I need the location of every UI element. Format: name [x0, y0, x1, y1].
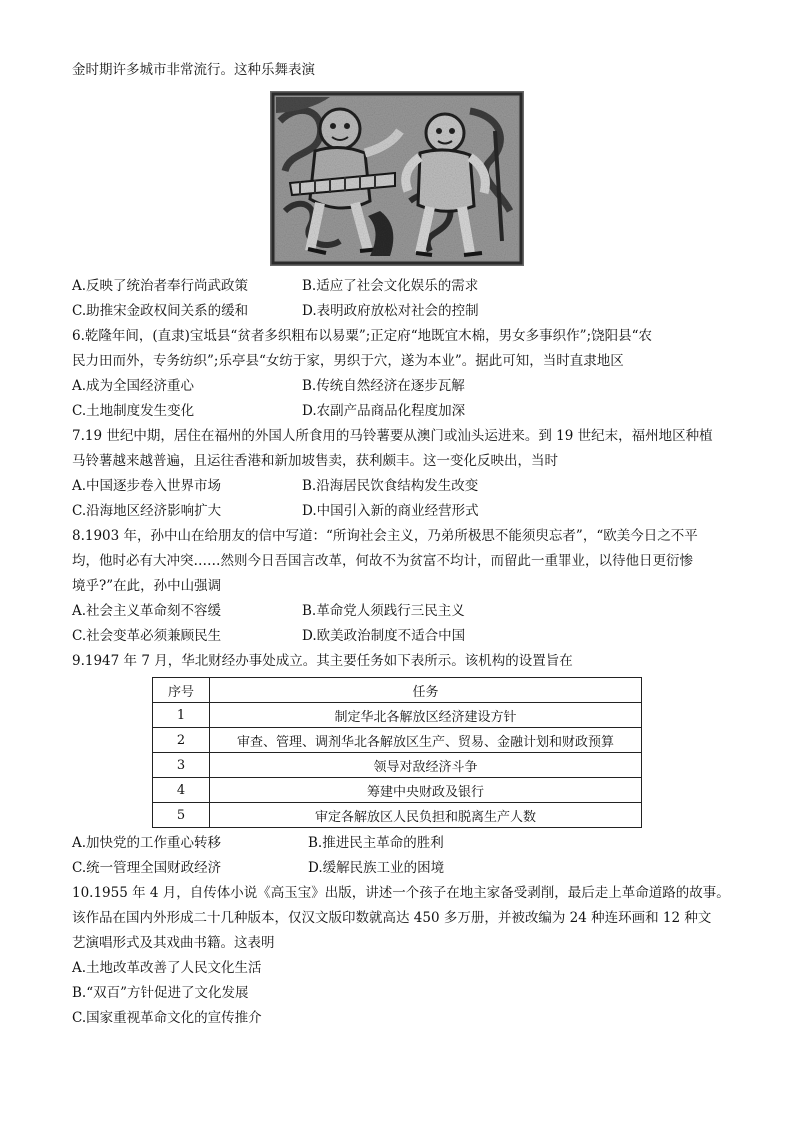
- options-row: [72, 599, 732, 624]
- option-a[interactable]: A.中国逐步卷入世界市场: [72, 478, 222, 494]
- question-text: 6.乾隆年间，(直隶)宝坻县“贫者多织粗布以易粟”;正定府“地既宜木棉，男女多事织作”;饶阳县“农: [72, 328, 653, 344]
- table-cell-task: 领导对敌经济斗争: [210, 753, 642, 778]
- table-row: [153, 753, 642, 778]
- options-row: [72, 374, 732, 399]
- option-c[interactable]: C.土地制度发生变化: [72, 403, 195, 419]
- table-cell-task: 审查、管理、调剂华北各解放区生产、贸易、金融计划和财政预算: [210, 728, 642, 753]
- question-text: 均，他时必有大冲突……然则今日吾国言改革，何故不为贫富不均计，而留此一重罪业，以待他日更衍惨: [72, 553, 693, 569]
- options-row: [72, 399, 732, 424]
- options-row: [72, 856, 732, 881]
- table-cell-index: 3: [153, 753, 210, 778]
- option-c[interactable]: C.社会变革必须兼顾民生: [72, 628, 222, 644]
- option-d[interactable]: D.缓解民族工业的困境: [308, 860, 445, 876]
- option-a[interactable]: A.土地改革改善了人民文化生活: [72, 960, 262, 976]
- option-b[interactable]: B.“双百”方针促进了文化发展: [72, 985, 249, 1001]
- options-row: [72, 274, 732, 299]
- options-row: [72, 499, 732, 524]
- options-row: [72, 624, 732, 649]
- question-text: 9.1947 年 7 月，华北财经办事处成立。其主要任务如下表所示。该机构的设置旨在: [72, 653, 573, 669]
- column-header-task: 任务: [210, 678, 642, 703]
- question-text: 10.1955 年 4 月，自传体小说《高玉宝》出版，讲述一个孩子在地主家备受剥削，最后走上革命道路的故事。: [72, 885, 730, 901]
- table-cell-index: 2: [153, 728, 210, 753]
- option-d[interactable]: D.中国引入新的商业经营形式: [302, 503, 479, 519]
- tasks-table: [152, 677, 642, 828]
- question-text: 8.1903 年，孙中山在给朋友的信中写道：“所询社会主义，乃弟所极思不能须臾忘者”，“欧美今日之不平: [72, 528, 698, 544]
- option-c[interactable]: C.助推宋金政权间关系的缓和: [72, 303, 249, 319]
- table-cell-index: 4: [153, 778, 210, 803]
- table-row: [153, 703, 642, 728]
- option-c[interactable]: C.沿海地区经济影响扩大: [72, 503, 222, 519]
- options-row: [72, 299, 732, 324]
- exam-page: [72, 58, 732, 1031]
- option-b[interactable]: B.推进民主革命的胜利: [308, 835, 444, 851]
- options-row: [72, 474, 732, 499]
- option-a[interactable]: A.社会主义革命刻不容缓: [72, 603, 222, 619]
- option-d[interactable]: D.欧美政治制度不适合中国: [302, 628, 466, 644]
- question-7: [72, 424, 732, 524]
- option-a[interactable]: A.反映了统治者奉行尚武政策: [72, 278, 249, 294]
- option-b[interactable]: B.传统自然经济在逐步瓦解: [302, 378, 465, 394]
- table-cell-index: 1: [153, 703, 210, 728]
- option-d[interactable]: D.表明政府放松对社会的控制: [302, 303, 479, 319]
- question-6: [72, 324, 732, 424]
- question-9: [72, 649, 732, 881]
- question-text: 境乎?”在此，孙中山强调: [72, 578, 222, 594]
- table-cell-task: 审定各解放区人民负担和脱离生产人数: [210, 803, 642, 828]
- option-c[interactable]: C.统一管理全国财政经济: [72, 860, 222, 876]
- intro-line: 金时期许多城市非常流行。这种乐舞表演: [72, 62, 315, 78]
- options-row: [72, 831, 732, 856]
- table-row: [153, 803, 642, 828]
- table-cell-index: 5: [153, 803, 210, 828]
- table-header-row: [153, 678, 642, 703]
- option-b[interactable]: B.沿海居民饮食结构发生改变: [302, 478, 479, 494]
- option-b[interactable]: B.适应了社会文化娱乐的需求: [302, 278, 479, 294]
- table-cell-task: 制定华北各解放区经济建设方针: [210, 703, 642, 728]
- column-header-index: 序号: [153, 678, 210, 703]
- table-row: [153, 728, 642, 753]
- table-row: [153, 778, 642, 803]
- table-cell-task: 筹建中央财政及银行: [210, 778, 642, 803]
- question-text: 民力田而外，专务纺织”;乐亭县“女纺于家，男织于穴，遂为本业”。据此可知，当时直隶地区: [72, 353, 624, 369]
- option-a[interactable]: A.加快党的工作重心转移: [72, 835, 222, 851]
- option-d[interactable]: D.农副产品商品化程度加深: [302, 403, 466, 419]
- question-text: 马铃薯越来越普遍，且运往香港和新加坡售卖，获利颇丰。这一变化反映出，当时: [72, 453, 558, 469]
- relief-carving-icon: [270, 91, 524, 266]
- option-c[interactable]: C.国家重视革命文化的宣传推介: [72, 1010, 262, 1026]
- question-text: 7.19 世纪中期，居住在福州的外国人所食用的马铃薯要从澳门或汕头运进来。到 19 世纪末，福州地区种植: [72, 428, 713, 444]
- question-10: [72, 881, 732, 1031]
- relief-carving-image: [270, 91, 524, 266]
- question-text: 艺演唱形式及其戏曲书籍。这表明: [72, 935, 275, 951]
- question-text: 该作品在国内外形成二十几种版本，仅汉文版印数就高达 450 多万册，并被改编为 24 种连环画和 12 种文: [72, 910, 712, 926]
- question-5-options: [72, 274, 732, 324]
- option-b[interactable]: B.革命党人须践行三民主义: [302, 603, 465, 619]
- question-8: [72, 524, 732, 649]
- option-a[interactable]: A.成为全国经济重心: [72, 378, 195, 394]
